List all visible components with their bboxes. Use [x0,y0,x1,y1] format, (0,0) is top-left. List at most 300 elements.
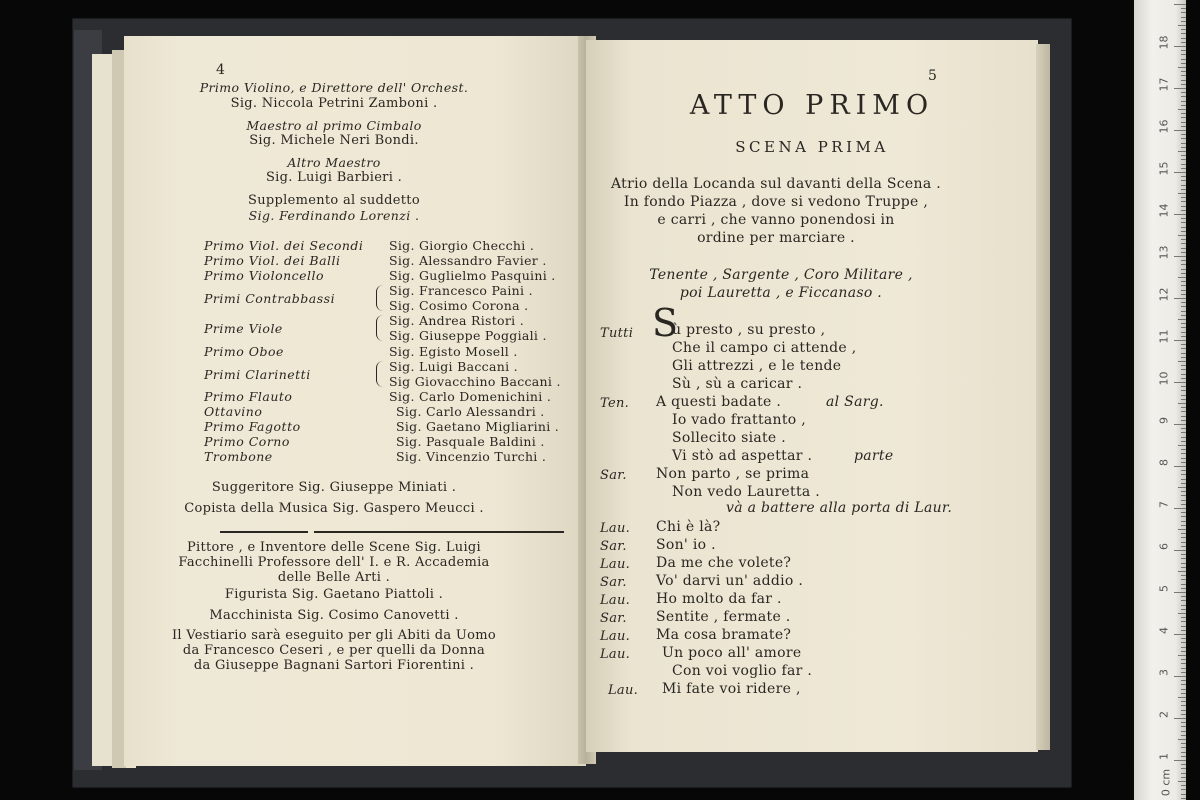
brace [376,285,383,311]
ruler-tick [1181,512,1186,513]
ruler-tick [1181,470,1186,471]
ruler-tick [1181,302,1186,303]
ruler-tick [1181,378,1186,379]
ruler-number: 3 [1157,669,1171,676]
ruler-tick [1181,483,1186,484]
speaker-label: Lau. [600,593,631,608]
ruler-tick [1181,54,1186,55]
ruler-tick [1181,281,1186,282]
speaker-label: Sar. [600,611,627,626]
ruler-number: 18 [1157,35,1171,50]
verse-line: Non vedo Lauretta . [672,484,821,500]
ruler-tick [1181,663,1186,664]
verse-line: Da me che volete? [656,555,792,571]
ruler-tick [1181,504,1186,505]
ruler-tick [1181,113,1186,114]
ruler-tick [1181,101,1186,102]
ruler-tick [1181,575,1186,576]
machinist-credit: Macchinista Sig. Cosimo Canovetti . [209,608,459,623]
ruler-tick [1181,290,1186,291]
ruler-number: 7 [1157,501,1171,508]
ruler-tick [1174,214,1186,215]
ruler-tick [1181,33,1186,34]
ruler-tick [1181,680,1186,681]
ruler-tick [1181,546,1186,547]
ruler-tick [1181,29,1186,30]
ruler-tick [1181,630,1186,631]
ruler-tick [1181,479,1186,480]
speaker-label: Sar. [600,468,627,483]
credit-role: Primo Violino, e Direttore dell' Orchest. [199,80,469,95]
ruler-tick [1181,752,1186,753]
setting-line: Atrio della Locanda sul davanti della Scena . [611,176,941,192]
brace [376,315,383,341]
ruler-tick [1174,550,1186,551]
ruler-tick [1181,210,1186,211]
ruler-tick [1178,109,1186,110]
copyist-credit: Copista della Musica Sig. Gaspero Meucci . [184,501,484,516]
costume-line: da Giuseppe Bagnani Sartori Fiorentini . [193,658,475,673]
ruler-tick [1181,197,1186,198]
ruler-tick [1181,500,1186,501]
costume-line: da Francesco Ceseri , e per quelli da Donna [182,643,486,658]
ruler-tick [1181,773,1186,774]
ruler-tick [1181,642,1186,643]
ruler-tick [1181,638,1186,639]
ruler-tick [1181,306,1186,307]
ruler-tick [1181,722,1186,723]
ruler-tick [1181,239,1186,240]
ruler-tick [1181,336,1186,337]
divider-rule [314,531,564,533]
ruler-tick [1181,126,1186,127]
credit-name: Sig. Luigi Barbieri . [265,170,403,185]
verse-line: Con voi voglio far . [672,663,813,679]
credit-role: Maestro al primo Cimbalo [246,118,422,133]
verse-line: Vi stò ad aspettar . [672,448,813,464]
ruler-tick [1181,105,1186,106]
scene-painter-line: Pittore , e Inventore delle Scene Sig. Luigi [186,540,482,555]
ruler-tick [1174,382,1186,383]
divider-rule [220,531,308,533]
page-edge [1036,44,1050,750]
ruler-tick [1181,231,1186,232]
orchestra-name: Sig Giovacchino Baccani . [389,374,561,389]
ruler-tick [1181,147,1186,148]
ruler-tick [1181,542,1186,543]
ruler-tick [1174,634,1186,635]
ruler-tick [1174,592,1186,593]
ruler-tick [1181,617,1186,618]
verse-line: ù presto , su presto , [672,322,826,338]
ruler-tick [1181,84,1186,85]
ruler-tick [1181,252,1186,253]
speaker-label: Sar. [600,539,627,554]
orchestra-name: Sig. Cosimo Corona . [389,298,529,313]
ruler-tick [1178,319,1186,320]
ruler-tick [1181,327,1186,328]
ruler-tick [1181,390,1186,391]
ruler-tick [1181,533,1186,534]
ruler-tick [1178,193,1186,194]
ruler-tick [1178,781,1186,782]
orchestra-name: Sig. Gaetano Migliarini . [396,419,560,434]
ruler-tick [1181,185,1186,186]
ruler-tick [1181,714,1186,715]
drop-cap: S [652,301,679,345]
ruler-tick [1181,764,1186,765]
ruler-tick [1181,537,1186,538]
verse-line: A questi badate . [656,394,782,410]
ruler-tick [1181,651,1186,652]
ruler-number: 8 [1157,459,1171,466]
ruler-tick [1174,172,1186,173]
ruler-tick [1174,46,1186,47]
ruler-tick [1181,138,1186,139]
speaker-label: Lau. [600,521,631,536]
ruler-tick [1181,176,1186,177]
ruler-tick [1181,12,1186,13]
speaker-label: Lau. [600,647,631,662]
ruler-tick [1181,189,1186,190]
ruler-number: 1 [1157,753,1171,760]
verse-line: Che il campo ci attende , [672,340,857,356]
act-title: ATTO PRIMO [689,90,935,121]
ruler-number: 6 [1157,543,1171,550]
ruler-number: 16 [1157,119,1171,134]
orchestra-name: Sig. Giuseppe Poggiali . [389,328,547,343]
setting-line: In fondo Piazza , dove si vedono Truppe , [623,194,929,210]
ruler-tick [1181,80,1186,81]
ruler-tick [1178,25,1186,26]
ruler-tick [1181,122,1186,123]
ruler-tick [1181,453,1186,454]
ruler-tick [1178,613,1186,614]
ruler-tick [1181,315,1186,316]
ruler-tick [1181,672,1186,673]
ruler-tick [1181,285,1186,286]
ruler-tick [1181,558,1186,559]
ruler-tick [1181,789,1186,790]
orchestra-name: Sig. Egisto Mosell . [389,344,518,359]
ruler-tick [1181,710,1186,711]
ruler-tick [1181,563,1186,564]
scene-painter-line: Facchinelli Professore dell' I. e R. Accademia [178,555,490,570]
ruler-number: 14 [1157,203,1171,218]
orchestra-name: Sig. Guglielmo Pasquini . [389,268,556,283]
page-number: 4 [216,62,225,78]
ruler-tick [1181,117,1186,118]
verse-line: Son' io . [656,537,716,553]
ruler-tick [1181,705,1186,706]
orchestra-role: Primo Corno [204,434,290,449]
verse-line: Un poco all' amore [662,645,802,661]
ruler-tick [1181,411,1186,412]
ruler-tick [1178,403,1186,404]
ruler-tick [1181,357,1186,358]
ruler-tick [1181,567,1186,568]
verse-line: Gli attrezzi , e le tende [672,358,842,374]
ruler-number: 17 [1157,77,1171,92]
speaker-label: Sar. [600,575,627,590]
orchestra-role: Prime Viole [204,321,283,336]
verse-line: Mi fate voi ridere , [662,681,801,697]
ruler-tick [1181,323,1186,324]
speaker-label: Tutti [600,326,634,341]
ruler-tick [1181,701,1186,702]
ruler-tick [1178,697,1186,698]
orchestra-role: Primo Fagotto [204,419,301,434]
ruler-number: 5 [1157,585,1171,592]
ruler-tick [1181,273,1186,274]
orchestra-name: Sig. Vincenzio Turchi . [396,449,547,464]
ruler-tick [1181,50,1186,51]
ruler-tick [1181,731,1186,732]
ruler-tick [1181,264,1186,265]
ruler-tick [1181,134,1186,135]
ruler-tick [1178,445,1186,446]
ruler-tick [1181,621,1186,622]
ruler-tick [1181,525,1186,526]
ruler-tick [1181,227,1186,228]
ruler-tick [1174,424,1186,425]
ruler-tick [1181,726,1186,727]
ruler-tick [1181,395,1186,396]
orchestra-role: Primo Viol. dei Secondi [204,238,364,253]
ruler-tick [1181,420,1186,421]
characters-line: poi Lauretta , e Ficcanaso . [679,285,883,301]
ruler-tick [1181,798,1186,799]
ruler-tick [1178,151,1186,152]
setting-line: e carri , che vanno ponendosi in [657,212,895,228]
ruler-tick [1181,63,1186,64]
verse-line: Io vado frattanto , [672,412,806,428]
ruler-tick [1181,458,1186,459]
ruler-tick [1181,747,1186,748]
ruler-tick [1174,256,1186,257]
orchestra-name: Sig. Alessandro Favier . [389,253,547,268]
ruler-tick [1181,348,1186,349]
ruler-tick [1174,340,1186,341]
orchestra-role: Primo Violoncello [204,268,325,283]
ruler-tick [1181,353,1186,354]
ruler-tick [1181,584,1186,585]
ruler-tick [1181,248,1186,249]
scene-title: SCENA PRIMA [735,138,889,156]
ruler-number: 4 [1157,627,1171,634]
ruler-number: 13 [1157,245,1171,260]
ruler-tick [1181,92,1186,93]
orchestra-name: Sig. Francesco Paini . [389,283,533,298]
orchestra-name: Sig. Pasquale Baldini . [396,434,545,449]
ruler-tick [1181,218,1186,219]
ruler-number: 12 [1157,287,1171,302]
orchestra-name: Sig. Carlo Alessandri . [396,404,545,419]
ruler-tick [1181,8,1186,9]
page-number: 5 [928,68,937,84]
ruler-number: 15 [1157,161,1171,176]
ruler-number: 2 [1157,711,1171,718]
ruler-tick [1181,743,1186,744]
ruler-tick [1181,75,1186,76]
orchestra-role: Primo Flauto [204,389,293,404]
ruler-tick [1181,588,1186,589]
orchestra-role: Primi Clarinetti [204,367,311,382]
ruler-tick [1181,164,1186,165]
ruler-tick [1181,399,1186,400]
ruler-tick [1181,222,1186,223]
verse-line: Vo' darvi un' addio . [656,573,804,589]
ruler-tick [1174,760,1186,761]
ruler-tick [1181,386,1186,387]
ruler-tick [1181,689,1186,690]
ruler-tick [1178,739,1186,740]
ruler-tick [1181,794,1186,795]
ruler-tick [1174,466,1186,467]
orchestra-role: Primo Viol. dei Balli [204,253,341,268]
ruler-tick [1181,554,1186,555]
ruler-tick [1181,647,1186,648]
ruler-tick [1181,449,1186,450]
ruler-tick [1181,437,1186,438]
verse-line: Ho molto da far . [656,591,782,607]
credit-name: Sig. Niccola Petrini Zamboni . [230,96,438,111]
ruler-tick [1181,491,1186,492]
ruler-tick [1181,441,1186,442]
ruler-tick [1181,201,1186,202]
right-page [586,40,1038,752]
credit-name: Sig. Ferdinando Lorenzi . [248,208,420,223]
ruler-tick [1174,676,1186,677]
ruler-tick [1178,571,1186,572]
costume-line: Il Vestiario sarà eseguito per gli Abiti da Uomo [171,628,497,643]
ruler-tick [1181,785,1186,786]
verse-line: Chi è là? [656,519,721,535]
ruler-tick [1181,168,1186,169]
ruler-tick [1181,369,1186,370]
ruler-tick [1174,130,1186,131]
ruler-tick [1181,474,1186,475]
ruler-tick [1181,59,1186,60]
ruler-tick [1181,596,1186,597]
ruler-number: 10 [1157,371,1171,386]
ruler-tick [1181,365,1186,366]
ruler-tick [1181,756,1186,757]
credit-role: Altro Maestro [287,155,381,170]
ruler-tick [1181,21,1186,22]
speaker-label: Lau. [600,557,631,572]
ruler-tick [1178,655,1186,656]
speaker-label: Lau. [600,629,631,644]
brace [376,361,383,387]
ruler-tick [1181,626,1186,627]
orchestra-role: Primi Contrabbassi [204,291,336,306]
ruler-tick [1178,361,1186,362]
ruler-tick [1174,718,1186,719]
ruler-tick [1181,17,1186,18]
verse-line: Ma cosa bramate? [656,627,792,643]
ruler-tick [1181,600,1186,601]
ruler-tick [1178,277,1186,278]
ruler-tick [1181,38,1186,39]
ruler-tick [1181,332,1186,333]
ruler-tick [1181,693,1186,694]
ruler-number: 9 [1157,417,1171,424]
verse-line: Sentite , fermate . [656,609,791,625]
scene-painter-line: delle Belle Arti . [277,570,391,585]
characters-line: Tenente , Sargente , Coro Militare , [649,267,913,283]
ruler-tick [1181,428,1186,429]
orchestra-name: Sig. Andrea Ristori . [389,313,524,328]
prompter-credit: Suggeritore Sig. Giuseppe Miniati . [211,480,457,495]
stage-direction: al Sarg. [826,394,884,410]
stage-direction: và a battere alla porta di Laur. [726,500,953,516]
ruler-number: 11 [1157,329,1171,344]
ruler-tick [1181,374,1186,375]
speaker-label: Ten. [600,396,630,411]
orchestra-name: Sig. Luigi Baccani . [389,359,518,374]
setting-line: ordine per marciare . [697,230,855,246]
ruler-tick [1181,416,1186,417]
ruler-tick [1181,407,1186,408]
ruler-tick [1181,159,1186,160]
ruler-tick [1181,684,1186,685]
ruler-tick [1181,294,1186,295]
ruler-tick [1181,269,1186,270]
ruler-tick [1174,88,1186,89]
orchestra-name: Sig. Carlo Domenichini . [389,389,552,404]
ruler-tick [1181,668,1186,669]
ruler-tick [1181,71,1186,72]
verse-line: Non parto , se prima [656,466,810,482]
credit-name: Sig. Michele Neri Bondi. [249,133,419,148]
ruler-tick [1181,344,1186,345]
orchestra-role: Trombone [204,449,273,464]
ruler-tick [1178,529,1186,530]
ruler-tick [1181,42,1186,43]
ruler-tick [1181,659,1186,660]
orchestra-role: Primo Oboe [204,344,284,359]
ruler-tick [1178,235,1186,236]
verse-line: Sù , sù a caricar . [672,376,803,392]
stage-direction: parte [854,448,894,464]
credit-role: Supplemento al suddetto [248,193,420,208]
ruler-tick [1181,311,1186,312]
ruler-tick [1181,579,1186,580]
measuring-ruler [1134,0,1186,800]
orchestra-name: Sig. Giorgio Checchi . [389,238,535,253]
ruler-tick [1181,260,1186,261]
left-page [124,36,586,766]
ruler-tick [1181,206,1186,207]
ruler-tick [1181,180,1186,181]
ruler-tick [1178,487,1186,488]
ruler-tick [1181,462,1186,463]
ruler-tick [1181,432,1186,433]
ruler-tick [1181,609,1186,610]
verse-line: Sollecito siate . [672,430,787,446]
ruler-tick [1181,777,1186,778]
ruler-tick [1181,155,1186,156]
ruler-tick [1181,143,1186,144]
ruler-number: 0 cm [1159,768,1173,797]
ruler-tick [1178,67,1186,68]
ruler-tick [1181,516,1186,517]
figurist-credit: Figurista Sig. Gaetano Piattoli . [224,587,444,602]
orchestra-role: Ottavino [204,404,263,419]
ruler-tick [1174,508,1186,509]
ruler-tick [1181,605,1186,606]
